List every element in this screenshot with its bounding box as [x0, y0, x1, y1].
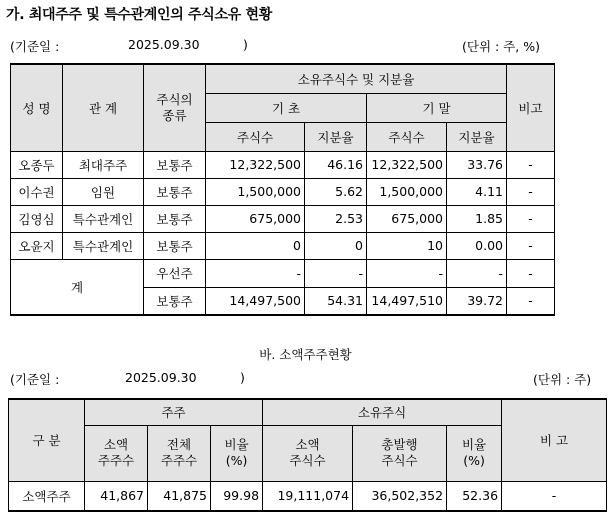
cell-note: - — [507, 259, 555, 287]
cell-note: - — [507, 151, 555, 178]
table-row — [11, 178, 555, 205]
header-end-ratio: 지분율 — [447, 122, 507, 151]
header-issued-shares-line2: 주식수 — [381, 453, 418, 468]
section2-date-value: 2025.09.30 — [125, 370, 197, 385]
cell-type: 보통주 — [144, 178, 206, 205]
cell-name: 김영심 — [11, 205, 63, 232]
cell-end-shares: - — [367, 259, 447, 287]
table-row — [11, 151, 555, 178]
cell-issued-shares: 36,502,352 — [353, 481, 447, 511]
header-total-holders — [148, 425, 211, 481]
header-total-holders-line2: 주주수 — [160, 453, 198, 468]
header-shares-ratio-line2: (%) — [463, 453, 485, 468]
cell-end-shares: 675,000 — [367, 205, 447, 232]
cell-relation: 최대주주 — [63, 151, 144, 178]
header-shares-group: 소유주식 — [263, 399, 502, 425]
header-relation: 관 계 — [63, 64, 144, 151]
cell-begin-shares: 12,322,500 — [206, 151, 305, 178]
header-issued-shares-line1: 총발행 — [381, 437, 418, 452]
section1-unit: (단위 : 주, %) — [462, 39, 540, 54]
header-end-shares: 주식수 — [367, 122, 447, 151]
header-holdings: 소유주식수 및 지분율 — [206, 64, 507, 93]
cell-begin-shares: - — [206, 259, 305, 287]
cell-end-ratio: 1.85 — [447, 205, 507, 232]
cell-end-ratio: - — [447, 259, 507, 287]
cell-end-shares: 14,497,510 — [367, 287, 447, 315]
cell-note: - — [507, 287, 555, 315]
section2-unit: (단위 : 주) — [533, 372, 592, 387]
cell-end-ratio: 4.11 — [447, 178, 507, 205]
cell-type: 보통주 — [144, 151, 206, 178]
section2-title: 바. 소액주주현황 — [259, 347, 352, 362]
cell-end-shares: 1,500,000 — [367, 178, 447, 205]
section1-date-value: 2025.09.30 — [128, 37, 200, 52]
cell-shares-ratio: 52.36 — [447, 481, 502, 511]
table-row — [11, 232, 555, 259]
cell-end-ratio: 0.00 — [447, 232, 507, 259]
cell-name: 오종두 — [11, 151, 63, 178]
cell-end-ratio: 33.76 — [447, 151, 507, 178]
header-minor-shares-line1: 소액 — [295, 437, 320, 452]
header-begin-shares: 주식수 — [206, 122, 305, 151]
cell-type: 보통주 — [144, 232, 206, 259]
cell-note: - — [502, 481, 607, 511]
header-minor-shares-line2: 주식수 — [289, 453, 326, 468]
cell-name: 오윤지 — [11, 232, 63, 259]
header-stock-type-line2: 종류 — [162, 107, 187, 123]
header-begin: 기 초 — [206, 93, 367, 122]
header-minor-holders-line1: 소액 — [103, 437, 129, 452]
cell-note: - — [507, 178, 555, 205]
cell-relation: 임원 — [63, 178, 144, 205]
cell-begin-ratio: 46.16 — [305, 151, 367, 178]
header-issued-shares — [353, 425, 447, 481]
cell-begin-ratio: 2.53 — [305, 205, 367, 232]
table-row — [9, 481, 607, 511]
total-row-preferred — [11, 259, 555, 287]
minority-shareholders-table — [8, 398, 607, 512]
cell-begin-shares: 675,000 — [206, 205, 305, 232]
header-stock-type-line1: 주식의 — [156, 91, 193, 107]
section1-date-label: (기준일 : — [10, 39, 60, 54]
total-label: 계 — [11, 259, 144, 315]
cell-note: - — [507, 232, 555, 259]
header-category: 구 분 — [9, 399, 85, 481]
header-minor-shares — [263, 425, 353, 481]
header-stock-type — [144, 64, 206, 151]
header-shares-ratio-line1: 비율 — [461, 437, 487, 452]
cell-begin-ratio: 0 — [305, 232, 367, 259]
cell-begin-ratio: 5.62 — [305, 178, 367, 205]
cell-note: - — [507, 205, 555, 232]
cell-minor-holders: 41,867 — [85, 481, 148, 511]
header-minor-holders — [85, 425, 148, 481]
section2-date-close: ) — [240, 370, 245, 385]
header-begin-ratio: 지분율 — [305, 122, 367, 151]
cell-begin-ratio: 54.31 — [305, 287, 367, 315]
cell-relation: 특수관계인 — [63, 205, 144, 232]
section1-title: 가. 최대주주 및 특수관계인의 주식소유 현황 — [6, 7, 272, 23]
header-holders-ratio-line2: (%) — [225, 453, 248, 468]
header-total-holders-line1: 전체 — [166, 437, 192, 452]
major-shareholders-table — [10, 63, 555, 316]
header-minor-holders-line2: 주주수 — [97, 453, 135, 468]
cell-begin-shares: 1,500,000 — [206, 178, 305, 205]
cell-type: 보통주 — [144, 205, 206, 232]
cell-total-holders: 41,875 — [148, 481, 211, 511]
cell-name: 이수권 — [11, 178, 63, 205]
cell-end-shares: 12,322,500 — [367, 151, 447, 178]
header-name: 성 명 — [11, 64, 63, 151]
header-holders-ratio — [211, 425, 263, 481]
cell-end-shares: 10 — [367, 232, 447, 259]
cell-category: 소액주주 — [9, 481, 85, 511]
header-holders: 주주 — [85, 399, 263, 425]
cell-begin-shares: 14,497,500 — [206, 287, 305, 315]
cell-end-ratio: 39.72 — [447, 287, 507, 315]
header-note: 비 고 — [502, 399, 607, 481]
cell-minor-shares: 19,111,074 — [263, 481, 353, 511]
table-row — [11, 205, 555, 232]
section1-date-close: ) — [243, 37, 248, 52]
cell-holders-ratio: 99.98 — [211, 481, 263, 511]
section2-date-label: (기준일 : — [10, 372, 60, 387]
cell-begin-ratio: - — [305, 259, 367, 287]
cell-relation: 특수관계인 — [63, 232, 144, 259]
cell-begin-shares: 0 — [206, 232, 305, 259]
header-shares-ratio — [447, 425, 502, 481]
header-end: 기 말 — [367, 93, 507, 122]
cell-type: 보통주 — [144, 287, 206, 315]
header-note: 비고 — [507, 64, 555, 151]
header-holders-ratio-line1: 비율 — [224, 437, 249, 452]
cell-type: 우선주 — [144, 259, 206, 287]
